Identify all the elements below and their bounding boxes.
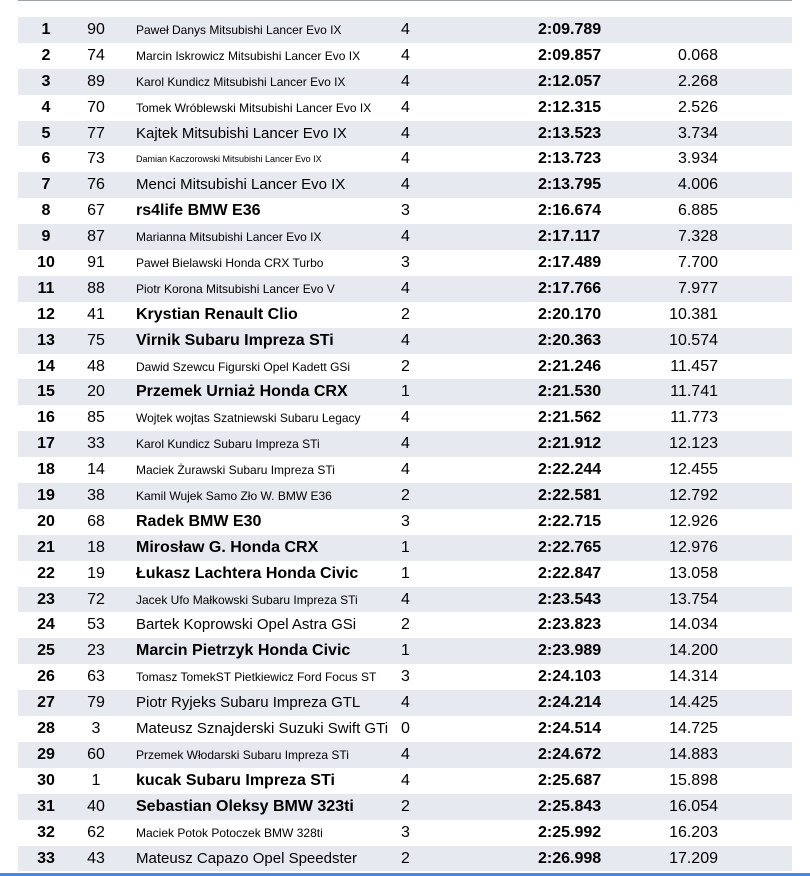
gap-cell: 13.754 [669,590,718,608]
lap-time-cell: 2:22.244 [538,461,602,479]
table-row [18,794,792,820]
laps-cell: 2 [401,357,410,375]
lap-time-cell: 2:22.847 [538,564,602,582]
position-cell: 16 [37,409,55,427]
position-cell: 27 [37,694,55,712]
laps-cell: 4 [401,124,410,142]
driver-car-cell: Mirosław G. Honda CRX [136,538,319,556]
laps-cell: 4 [401,21,410,38]
position-cell: 4 [41,98,51,116]
table-row [18,690,792,716]
car-number-cell: 75 [87,331,105,349]
driver-car-cell: Sebastian Oleksy BMW 323ti [136,797,354,815]
gap-cell: 14.034 [669,616,718,634]
gap-cell: 17.209 [669,849,718,867]
laps-cell: 2 [401,616,410,634]
lap-time-cell: 2:21.246 [538,357,602,375]
table-row [18,198,792,224]
gap-cell: 4.006 [677,176,718,194]
lap-time-cell: 2:12.315 [538,98,602,116]
position-cell: 18 [37,461,55,479]
laps-cell: 0 [401,720,410,738]
position-cell: 21 [37,538,55,556]
gap-cell: 12.455 [669,461,718,479]
driver-car-cell: Marianna Mitsubishi Lancer Evo IX [136,230,322,245]
results-table [18,17,792,871]
table-row [18,509,792,535]
gap-cell: 11.773 [670,409,718,427]
lap-time-cell: 2:16.674 [538,202,602,220]
car-number-cell: 3 [91,720,101,738]
position-cell: 29 [37,745,55,763]
table-row [18,146,792,172]
car-number-cell: 14 [87,461,105,479]
driver-car-cell: Menci Mitsubishi Lancer Evo IX [136,176,346,194]
table-row [18,43,792,69]
position-cell: 7 [41,176,51,194]
laps-cell: 3 [401,668,410,686]
laps-cell: 4 [401,228,410,246]
car-number-cell: 85 [87,409,105,427]
driver-car-cell: Maciek Żurawski Subaru Impreza STi [136,463,335,478]
position-cell: 33 [37,849,55,867]
position-cell: 14 [37,357,55,375]
position-cell: 12 [37,305,55,323]
laps-cell: 4 [401,46,410,64]
lap-time-cell: 2:24.214 [538,694,602,712]
car-number-cell: 72 [87,590,105,608]
lap-time-cell: 2:17.117 [538,228,601,246]
car-number-cell: 88 [87,279,105,297]
laps-cell: 2 [401,849,410,867]
laps-cell: 4 [401,150,410,168]
gap-cell: 2.268 [677,72,718,90]
car-number-cell: 79 [87,694,105,712]
gap-cell: 15.898 [669,771,718,789]
lap-time-cell: 2:22.715 [538,512,602,530]
driver-car-cell: Karol Kundicz Mitsubishi Lancer Evo IX [136,74,346,89]
table-row [18,405,792,431]
car-number-cell: 48 [87,357,105,375]
position-cell: 22 [37,564,55,582]
car-number-cell: 74 [87,46,105,64]
lap-time-cell: 2:23.989 [538,642,602,660]
position-cell: 10 [37,254,55,272]
driver-car-cell: Łukasz Lachtera Honda Civic [136,564,359,582]
laps-cell: 4 [401,590,410,608]
table-row [18,820,792,846]
position-cell: 20 [37,512,55,530]
laps-cell: 4 [401,279,410,297]
position-cell: 19 [37,487,55,505]
car-number-cell: 90 [87,21,105,38]
car-number-cell: 33 [87,435,105,453]
driver-car-cell: rs4life BMW E36 [136,202,261,220]
gap-cell: 2.526 [677,98,718,116]
table-row [18,121,792,147]
driver-car-cell: Piotr Korona Mitsubishi Lancer Evo V [136,281,335,296]
table-row [18,172,792,198]
laps-cell: 4 [401,461,410,479]
lap-time-cell: 2:20.170 [538,305,602,323]
gap-cell: 12.976 [669,538,718,556]
table-row [18,95,792,121]
gap-cell: 6.885 [677,202,718,220]
laps-cell: 4 [401,72,410,90]
table-row [18,664,792,690]
gap-cell: 14.725 [669,720,718,738]
gap-cell: 14.425 [669,694,718,712]
table-row [18,69,792,95]
lap-time-cell: 2:09.789 [538,21,602,38]
driver-car-cell: Przemek Włodarski Subaru Impreza STi [136,747,349,762]
laps-cell: 4 [401,331,410,349]
position-cell: 23 [37,590,55,608]
driver-car-cell: Tomek Wróblewski Mitsubishi Lancer Evo IX [136,100,372,115]
driver-car-cell: Paweł Bielawski Honda CRX Turbo [136,256,324,271]
car-number-cell: 63 [87,668,105,686]
position-cell: 3 [41,72,51,90]
lap-time-cell: 2:13.795 [538,176,602,194]
table-row [18,431,792,457]
gap-cell: 12.792 [669,487,718,505]
laps-cell: 3 [401,512,410,530]
gap-cell: 13.058 [669,564,718,582]
driver-car-cell: Tomasz TomekST Pietkiewicz Ford Focus ST [136,670,377,685]
driver-car-cell: Paweł Danys Mitsubishi Lancer Evo IX [136,23,342,37]
gap-cell: 7.700 [677,254,718,272]
table-row [18,276,792,302]
gap-cell: 3.934 [677,150,718,168]
laps-cell: 4 [401,771,410,789]
lap-time-cell: 2:23.823 [538,616,602,634]
position-cell: 25 [37,642,55,660]
laps-cell: 2 [401,305,410,323]
position-cell: 30 [37,771,55,789]
laps-cell: 3 [401,202,410,220]
laps-cell: 4 [401,176,410,194]
position-cell: 5 [41,124,51,142]
lap-time-cell: 2:21.562 [538,409,602,427]
lap-time-cell: 2:17.766 [538,279,602,297]
driver-car-cell: Mateusz Sznajderski Suzuki Swift GTi [136,720,389,738]
lap-time-cell: 2:22.765 [538,538,602,556]
driver-car-cell: Bartek Koprowski Opel Astra GSi [136,616,357,634]
car-number-cell: 43 [87,849,105,867]
gap-cell [638,17,718,43]
position-cell: 6 [41,150,51,168]
laps-cell: 4 [401,745,410,763]
position-cell: 8 [41,202,51,220]
laps-cell: 3 [401,823,410,841]
car-number-cell: 20 [87,383,105,401]
position-cell: 31 [37,797,55,815]
lap-time-cell: 2:23.543 [538,590,602,608]
table-row [18,561,792,587]
table-row [18,587,792,613]
lap-time-cell: 2:24.514 [538,720,602,738]
car-number-cell: 53 [87,616,105,634]
lap-time-cell: 2:13.723 [538,150,602,168]
driver-car-cell: kucak Subaru Impreza STi [136,771,335,789]
lap-time-cell: 2:25.992 [538,823,602,841]
table-row [18,742,792,768]
driver-car-cell: Mateusz Capazo Opel Speedster [136,849,357,867]
gap-cell: 12.123 [669,435,718,453]
table-row [18,17,792,43]
gap-cell: 11.457 [670,357,718,375]
laps-cell: 4 [401,98,410,116]
driver-car-cell: Maciek Potok Potoczek BMW 328ti [136,825,323,840]
position-cell: 26 [37,668,55,686]
gap-cell: 16.203 [669,823,718,841]
car-number-cell: 38 [87,487,105,505]
car-number-cell: 89 [87,72,105,90]
laps-cell: 2 [401,487,410,505]
driver-car-cell: Jacek Ufo Małkowski Subaru Impreza STi [136,592,358,607]
lap-time-cell: 2:24.672 [538,745,602,763]
lap-time-cell: 2:24.103 [538,668,602,686]
driver-car-cell: Damian Kaczorowski Mitsubishi Lancer Evo IX [136,154,322,165]
car-number-cell: 23 [87,642,105,660]
driver-car-cell: Krystian Renault Clio [136,305,298,323]
laps-cell: 2 [401,797,410,815]
table-row [18,250,792,276]
lap-time-cell: 2:21.912 [538,435,602,453]
laps-cell: 4 [401,694,410,712]
position-cell: 17 [37,435,55,453]
table-row [18,638,792,664]
car-number-cell: 70 [87,98,105,116]
car-number-cell: 40 [87,797,105,815]
gap-cell: 12.926 [669,512,718,530]
table-row [18,328,792,354]
gap-cell: 3.734 [677,124,718,142]
car-number-cell: 1 [91,771,101,789]
table-row [18,379,792,405]
table-row [18,224,792,250]
table-row [18,302,792,328]
lap-time-cell: 2:13.523 [538,124,602,142]
gap-cell: 0.068 [677,46,718,64]
car-number-cell: 19 [87,564,105,582]
gap-cell: 16.054 [669,797,718,815]
table-row [18,535,792,561]
position-cell: 2 [41,46,51,64]
laps-cell: 3 [401,254,410,272]
driver-car-cell: Karol Kundicz Subaru Impreza STi [136,437,320,452]
lap-time-cell: 2:09.857 [538,46,602,64]
driver-car-cell: Virnik Subaru Impreza STi [136,331,334,349]
table-row [18,846,792,872]
driver-car-cell: Radek BMW E30 [136,512,262,530]
laps-cell: 4 [401,435,410,453]
position-cell: 32 [37,823,55,841]
laps-cell: 1 [401,538,410,556]
driver-car-cell: Dawid Szewcu Figurski Opel Kadett GSi [136,359,351,374]
car-number-cell: 77 [87,124,105,142]
lap-time-cell: 2:25.687 [538,771,602,789]
gap-cell: 10.381 [669,305,718,323]
driver-car-cell: Marcin Pietrzyk Honda Civic [136,642,351,660]
table-row [18,612,792,638]
lap-time-cell: 2:21.530 [538,383,602,401]
driver-car-cell: Piotr Ryjeks Subaru Impreza GTL [136,694,361,712]
gap-cell: 14.200 [669,642,718,660]
position-cell: 28 [37,720,55,738]
table-row [18,457,792,483]
car-number-cell: 67 [87,202,105,220]
car-number-cell: 41 [87,305,105,323]
table-row [18,354,792,380]
car-number-cell: 76 [87,176,105,194]
position-cell: 9 [41,228,51,246]
laps-cell: 4 [401,409,410,427]
driver-car-cell: Przemek Urniaż Honda CRX [136,383,348,401]
gap-cell: 14.314 [669,668,718,686]
laps-cell: 1 [401,383,410,401]
gap-cell: 14.883 [669,745,718,763]
position-cell: 1 [41,21,51,38]
driver-car-cell: Kamil Wujek Samo Zło W. BMW E36 [136,489,332,504]
table-row [18,768,792,794]
gap-cell: 10.574 [669,331,718,349]
position-cell: 13 [37,331,55,349]
lap-time-cell: 2:20.363 [538,331,602,349]
car-number-cell: 68 [87,512,105,530]
car-number-cell: 91 [87,254,105,272]
car-number-cell: 87 [87,228,105,246]
driver-car-cell: Marcin Iskrowicz Mitsubishi Lancer Evo IX [136,48,361,63]
car-number-cell: 73 [87,150,105,168]
table-row [18,483,792,509]
car-number-cell: 18 [87,538,105,556]
lap-time-cell: 2:22.581 [538,487,602,505]
lap-time-cell: 2:17.489 [538,254,602,272]
top-divider [18,0,792,1]
position-cell: 24 [37,616,55,634]
driver-car-cell: Wojtek wojtas Szatniewski Subaru Legacy [136,411,361,426]
lap-time-cell: 2:25.843 [538,797,602,815]
position-cell: 15 [37,383,55,401]
car-number-cell: 60 [87,745,105,763]
gap-cell: 7.328 [677,228,718,246]
driver-car-cell: Kajtek Mitsubishi Lancer Evo IX [136,124,347,142]
table-row [18,716,792,742]
position-cell: 11 [37,279,55,297]
lap-time-cell: 2:12.057 [538,72,602,90]
laps-cell: 1 [401,642,410,660]
lap-time-cell: 2:26.998 [538,849,602,867]
car-number-cell: 62 [87,823,105,841]
laps-cell: 1 [401,564,410,582]
gap-cell: 11.741 [670,383,718,401]
gap-cell: 7.977 [677,279,718,297]
